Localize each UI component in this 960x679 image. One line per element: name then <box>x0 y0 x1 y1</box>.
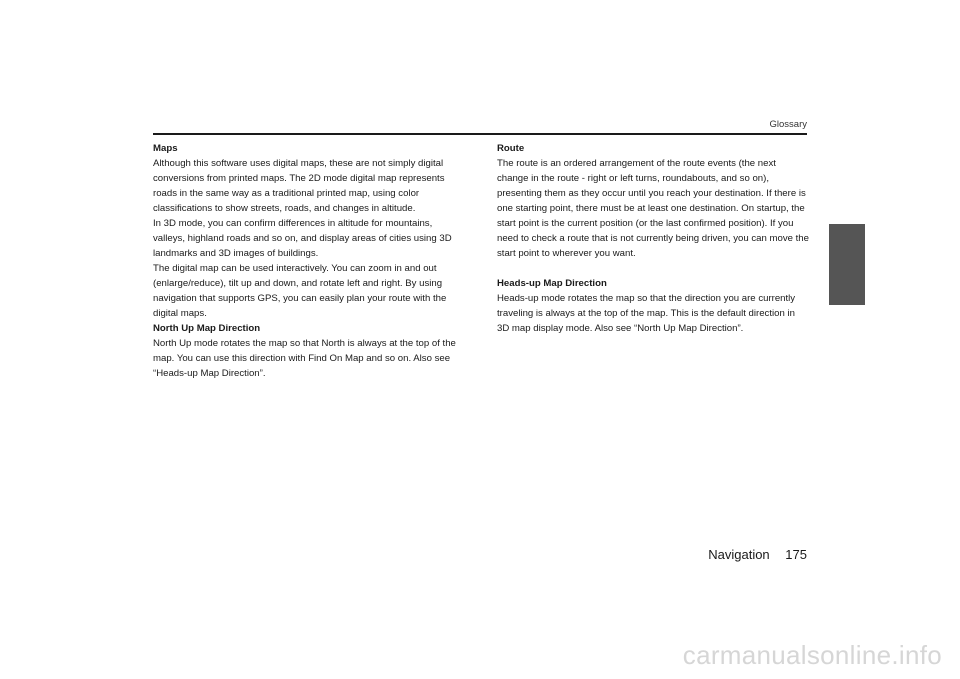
paragraph-maps-1: Although this software uses digital maps, these are not simply digital conversions from printed maps. The 2D mode digital map represents roads in the same way as a traditional printed map, using color classifications to show streets, roads, and changes in altitude. <box>153 158 445 214</box>
left-column <box>153 141 463 381</box>
page-number: 175 <box>785 547 807 562</box>
heading-route: Route <box>497 143 525 154</box>
right-column <box>497 141 809 336</box>
chapter-name: Navigation <box>708 547 770 562</box>
paragraph-route: The route is an ordered arrangement of the route events (the next change in the route - right or left turns, roundabouts, and so on), presenting them as they occur until you reach your destination. If there is one starting point, there must be at least one destination. On startup, the start point is the current position (or the last confirmed position). If you need to check a route that is not currently being driven, you can move the start point to wherever you want. <box>497 158 809 259</box>
paragraph-maps-2: In 3D mode, you can confirm differences in altitude for mountains, valleys, highland roads and so on, and display areas of cities using 3D landmarks and 3D images of buildings. <box>153 218 452 259</box>
watermark-text: carmanualsonline.info <box>682 640 942 670</box>
paragraph-north-up: North Up mode rotates the map so that North is always at the top of the map. You can use this direction with Find On Map and so on. Also see “Heads-up Map Direction”. <box>153 338 456 379</box>
heading-north-up: North Up Map Direction <box>153 323 261 334</box>
paragraph-spacer <box>497 261 809 276</box>
paragraph-heads-up: Heads-up mode rotates the map so that the direction you are currently traveling is always at the top of the map. This is the default direction in 3D map display mode. Also see “North Up Map Direction”. <box>497 293 796 334</box>
chapter-side-tab <box>829 224 865 305</box>
heading-heads-up: Heads-up Map Direction <box>497 278 607 289</box>
heading-maps: Maps <box>153 143 178 154</box>
paragraph-maps-3: The digital map can be used interactively. You can zoom in and out (enlarge/reduce), tilt up and down, and rotate left and right. By using navigation that supports GPS, you can easily plan your route with the digital maps. <box>153 263 447 319</box>
section-label: Glossary <box>769 119 807 130</box>
page-footer <box>708 547 807 562</box>
header-rule <box>153 133 807 135</box>
